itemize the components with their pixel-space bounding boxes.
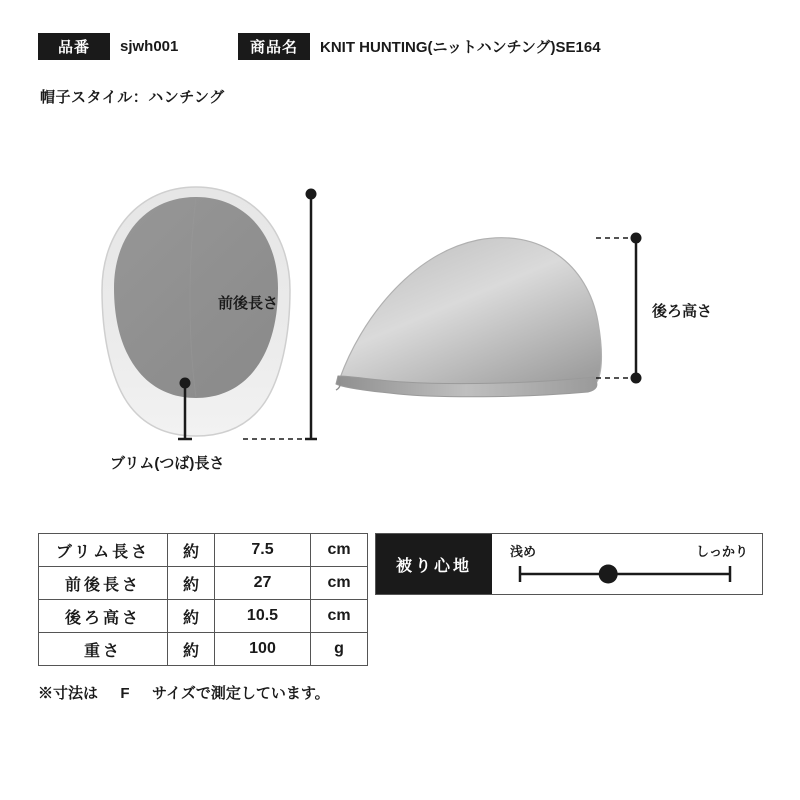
hat-style-text: 帽子スタイル：ハンチング [40, 89, 225, 106]
note-suffix: サイズで測定しています。 [152, 685, 330, 702]
hat-side-crown [340, 238, 601, 384]
note-prefix: ※寸法は [38, 685, 99, 702]
spec-name: ブリム長さ [39, 534, 168, 567]
hat-top-view [102, 187, 317, 440]
label-front-back-length: 前後長さ [218, 295, 279, 312]
label-back-height: 後ろ高さ [652, 303, 713, 320]
spec-table [38, 533, 368, 666]
table-row [39, 600, 368, 633]
spec-unit: cm [311, 567, 368, 600]
table-row [39, 567, 368, 600]
hat-diagram [0, 140, 800, 500]
label-brim-length: ブリム(つば)長さ [110, 455, 225, 472]
spec-value: 10.5 [215, 600, 311, 633]
fit-scale-svg [492, 534, 764, 596]
product-name-label: 商品名 [238, 33, 310, 60]
product-code-label: 品番 [38, 33, 110, 60]
spec-name: 後ろ高さ [39, 600, 168, 633]
spec-value: 27 [215, 567, 311, 600]
note-size: F [120, 685, 130, 702]
hat-side-view [336, 233, 642, 397]
spec-unit: cm [311, 600, 368, 633]
spec-value: 100 [215, 633, 311, 666]
spec-unit: cm [311, 534, 368, 567]
measurement-note [38, 682, 330, 703]
fit-panel [375, 533, 763, 595]
table-row [39, 633, 368, 666]
spec-name: 前後長さ [39, 567, 168, 600]
spec-approx: 約 [168, 567, 215, 600]
spec-approx: 約 [168, 600, 215, 633]
fit-title: 被り心地 [376, 534, 492, 594]
spec-approx: 約 [168, 534, 215, 567]
product-name-value: KNIT HUNTING(ニットハンチング)SE164 [320, 39, 601, 56]
product-header [38, 33, 762, 60]
fit-scale [492, 534, 762, 594]
product-code-value: sjwh001 [120, 38, 179, 55]
spec-name: 重さ [39, 633, 168, 666]
fit-left-label: 浅め [510, 544, 537, 559]
spec-approx: 約 [168, 633, 215, 666]
fit-marker [599, 565, 618, 584]
table-row [39, 534, 368, 567]
spec-value: 7.5 [215, 534, 311, 567]
fit-right-label: しっかり [695, 544, 748, 559]
spec-unit: g [311, 633, 368, 666]
